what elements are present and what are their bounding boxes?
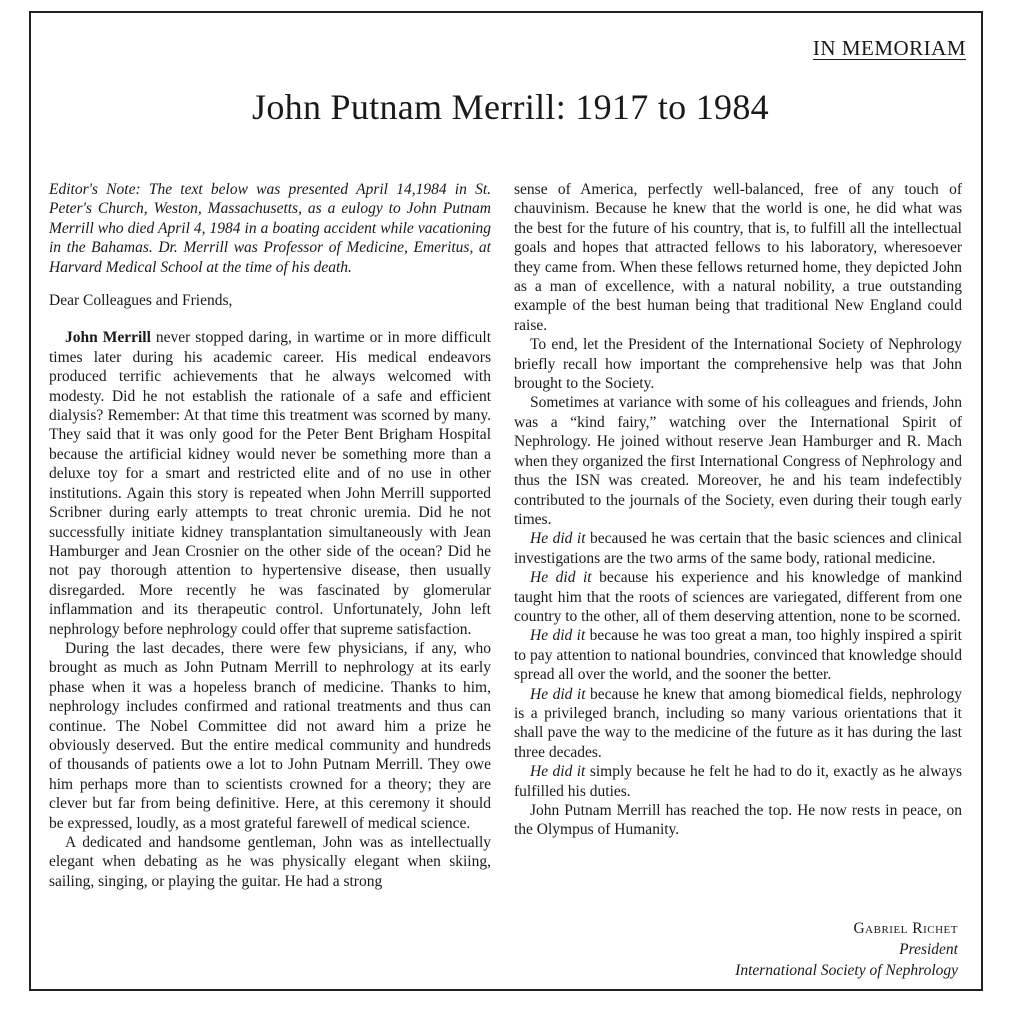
paragraph	[514, 685, 962, 763]
paragraph	[514, 529, 962, 568]
he-did-it-lead: He did it	[530, 569, 592, 587]
paragraph: John Putnam Merrill has reached the top. He now rests in peace, on the Olympus of Humanity.	[514, 802, 962, 839]
he-did-it-lead: He did it	[530, 763, 586, 781]
paragraph-text: simply because he felt he had to do it, exactly as he always fulfilled his duties.	[514, 763, 962, 800]
editors-note: Editor's Note: The text below was presented April 14,1984 in St. Peter's Church, Weston, Massachusetts, as a eulogy to John Putnam Merrill who died April 4, 1984 in a boating accident while vacationing in the Bahamas. Dr. Merrill was Professor of Medicine, Emeritus, at Harvard Medical School at the time of his death.	[49, 181, 491, 276]
he-did-it-lead: He did it	[530, 530, 586, 548]
paragraph: sense of America, perfectly well-balanced, free of any touch of chauvinism. Because he knew that the world is one, he did what was the best for the future of his country, that is, to fulfill all the intellectual goals and hopes that attracted fellows to his laboratory, wheresoever they came from. When these fellows returned home, they depicted John as a man of excellence, with a natural nobility, a true outstanding example of the best human being that traditional New England could raise.	[514, 181, 962, 334]
signature-name: Gabriel Richet	[853, 920, 958, 937]
paragraph-text: because he was too great a man, too highly inspired a spirit to pay attention to national boundries, convinced that knowledge should spread all over the world, and the sooner the better.	[514, 627, 962, 684]
paragraph	[49, 328, 491, 639]
greeting: Dear Colleagues and Friends,	[49, 292, 233, 310]
paragraph-text: never stopped daring, in wartime or in more difficult times later during his academic career. His medical endeavors produced terrific achievements that he always welcomed with modesty. Did he not establish the rationale of a safe and efficient dialysis? Remember: At that time this treatment was scorned by many. They said that it was only good for the Peter Bent Brigham Hospital because the artificial kidney would never be something more than a deluxe toy for a smart and restricted elite and of no use in other institutions. Again this story is repeated when John Merrill supported Scribner during early attempts to treat chronic uremia. Did he not successfully initiate kidney transplantation simultaneously with Jean Hamburger and Jean Crosnier on the other side of the ocean? Did he not pay thorough attention to hypertensive disease, then usually disregarded. More recently he was fascinated by glomerular inflammation and its therapeutic control. Unfortunately, John left nephrology before nephrology could offer that supreme satisfaction.	[49, 329, 491, 638]
paragraph	[514, 762, 962, 801]
paragraph	[514, 568, 962, 626]
right-column	[514, 180, 962, 840]
left-column	[49, 180, 491, 891]
paragraph: To end, let the President of the International Society of Nephrology briefly recall how important the comprehensive help was that John brought to the Society.	[514, 336, 962, 393]
signature-role: President	[899, 941, 958, 958]
signature-organization: International Society of Nephrology	[735, 962, 958, 979]
paragraph: Sometimes at variance with some of his colleagues and friends, John was a “kind fairy,” watching over the International Spirit of Nephrology. He joined without reserve Jean Hamburger and R. Mach when they organized the first International Congress of Nephrology and thus the ISN was created. Moreover, he and his team indefectibly contributed to the journals of the Society, even during their tough early times.	[514, 394, 962, 528]
paragraph-text: becaused he was certain that the basic sciences and clinical investigations are the two arms of the same body, rational medicine.	[514, 530, 963, 567]
paragraph-text: because his experience and his knowledge of mankind taught him that the roots of sciences are variegated, different from one country to the other, all of them deserving attention, none to be scorned.	[514, 569, 962, 625]
he-did-it-lead: He did it	[530, 685, 586, 703]
article-title: John Putnam Merrill: 1917 to 1984	[252, 87, 769, 127]
paragraph-text: because he knew that among biomedical fields, nephrology is a privileged branch, including so many various orientations that it shall pave the way to the medicine of the future as it has during the last three decades.	[514, 685, 962, 761]
signature-block	[735, 918, 958, 981]
lead-name: John Merrill	[65, 329, 151, 347]
paragraph: A dedicated and handsome gentleman, John was as intellectually elegant when debating as he was physically elegant when skiing, sailing, singing, or playing the guitar. He had a strong	[49, 834, 491, 890]
paragraph	[514, 626, 962, 684]
paragraph: During the last decades, there were few physicians, if any, who brought as much as John Putnam Merrill to nephrology at its early phase when it was a hopeless branch of medicine. Thanks to him, nephrology includes confirmed and rational treatments and thus can continue. The Nobel Committee did not award him a prize he obviously deserved. But the entire medical community and hundreds of thousands of patients owe a lot to John Putnam Merrill. They owe him perhaps more than to scientists crowned for a theory; they are clever but far from being definitive. Here, at this ceremony it should be expressed, loudly, as a most grateful farewell of medical science.	[49, 639, 491, 832]
he-did-it-lead: He did it	[530, 627, 586, 645]
section-label: IN MEMORIAM	[812, 36, 966, 60]
